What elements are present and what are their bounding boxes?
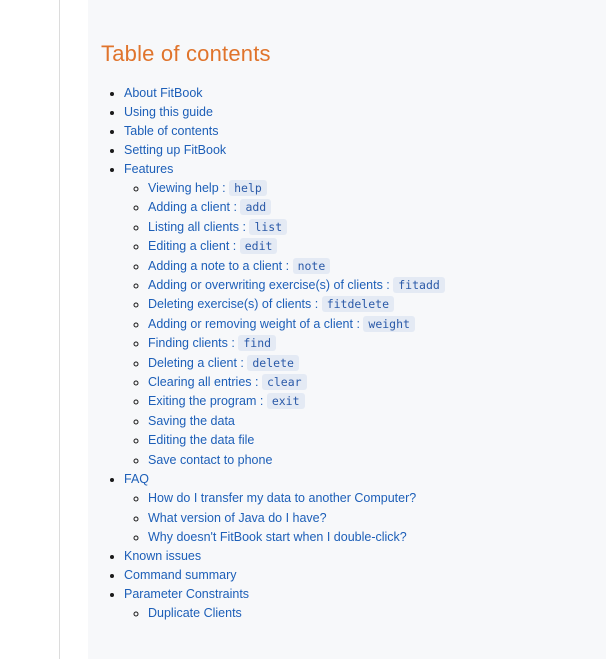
toc-subitem [148,315,445,334]
toc-subitem [148,509,445,528]
command-code-fitadd: fitadd [393,277,445,293]
toc-link-about-fitbook[interactable]: About FitBook [124,86,203,100]
toc-link-why-doesn-t-fitbook-start-when-i-double-click[interactable]: Why doesn't FitBook start when I double-click? [148,529,407,544]
toc-subitem [148,489,445,508]
toc-subitem [148,451,445,470]
toc-link-deleting-exercise-s-of-clients[interactable]: Deleting exercise(s) of clients : [148,297,319,312]
toc-link-known-issues[interactable]: Known issues [124,549,202,564]
toc-link-editing-the-data-file[interactable]: Editing the data file [148,433,255,448]
toc-item [124,547,445,566]
toc-sublist-parameter-constraints [124,604,445,623]
toc-subitem [148,604,445,623]
toc-item [124,566,445,585]
toc-link-parameter-constraints[interactable]: Parameter Constraints [124,587,250,602]
command-code-list: list [249,219,287,235]
toc-subitem [148,373,445,392]
toc-link-features[interactable]: Features [124,162,174,176]
toc-sublist-faq [124,489,445,547]
toc-link-viewing-help[interactable]: Viewing help : [148,181,226,195]
toc-item [124,103,445,122]
toc-item [124,122,445,141]
toc-item [124,470,445,547]
toc-subitem [148,431,445,450]
toc-subitem [148,179,445,198]
toc-subitem [148,276,445,295]
command-code-fitdelete: fitdelete [322,296,394,312]
toc-link-duplicate-clients[interactable]: Duplicate Clients [148,606,242,621]
toc-subitem [148,218,445,237]
toc-subitem [148,528,445,547]
left-sidebar-panel [0,0,60,659]
command-code-add: add [240,199,271,215]
toc-link-clearing-all-entries[interactable]: Clearing all entries : [148,375,259,390]
toc-subitem [148,198,445,217]
toc-link-setting-up-fitbook[interactable]: Setting up FitBook [124,143,227,157]
toc-link-adding-or-removing-weight-of-a-client[interactable]: Adding or removing weight of a client : [148,316,360,331]
toc-link-faq[interactable]: FAQ [124,472,150,487]
command-code-find: find [238,335,276,351]
toc-subitem [148,392,445,411]
toc-item [124,585,445,623]
gutter-gap [60,0,88,659]
toc-subitem [148,295,445,314]
command-code-clear: clear [262,374,307,390]
toc-link-deleting-a-client[interactable]: Deleting a client : [148,355,244,370]
toc-link-what-version-of-java-do-i-have[interactable]: What version of Java do I have? [148,510,327,525]
toc-item [124,84,445,103]
toc-link-adding-a-note-to-a-client[interactable]: Adding a note to a client : [148,258,290,273]
toc-link-command-summary[interactable]: Command summary [124,568,237,583]
command-code-exit: exit [267,393,305,409]
toc-link-using-this-guide[interactable]: Using this guide [124,105,213,119]
toc-link-editing-a-client[interactable]: Editing a client : [148,239,237,254]
command-code-weight: weight [363,316,415,332]
toc-link-exiting-the-program[interactable]: Exiting the program : [148,394,264,409]
toc-subitem [148,237,445,256]
toc-link-finding-clients[interactable]: Finding clients : [148,336,235,351]
toc-link-listing-all-clients[interactable]: Listing all clients : [148,219,246,234]
command-code-delete: delete [247,355,299,371]
toc-item [124,160,445,470]
toc-link-how-do-i-transfer-my-data-to-another-computer[interactable]: How do I transfer my data to another Computer? [148,491,417,506]
toc-link-save-contact-to-phone[interactable]: Save contact to phone [148,452,273,467]
toc-subitem [148,334,445,353]
toc-sublist-features [124,179,445,470]
toc-link-saving-the-data[interactable]: Saving the data [148,413,235,428]
toc-link-adding-a-client[interactable]: Adding a client : [148,200,237,215]
toc-link-table-of-contents[interactable]: Table of contents [124,124,219,138]
toc-subitem [148,257,445,276]
table-of-contents-list [88,84,445,624]
command-code-edit: edit [240,238,278,254]
command-code-note: note [293,258,331,274]
toc-subitem [148,354,445,373]
toc-subitem [148,412,445,431]
main-content [88,0,606,659]
toc-item [124,141,445,160]
page-title: Table of contents [101,41,271,66]
command-code-help: help [229,180,267,196]
toc-link-adding-or-overwriting-exercise-s-of-clients[interactable]: Adding or overwriting exercise(s) of clients : [148,278,390,293]
